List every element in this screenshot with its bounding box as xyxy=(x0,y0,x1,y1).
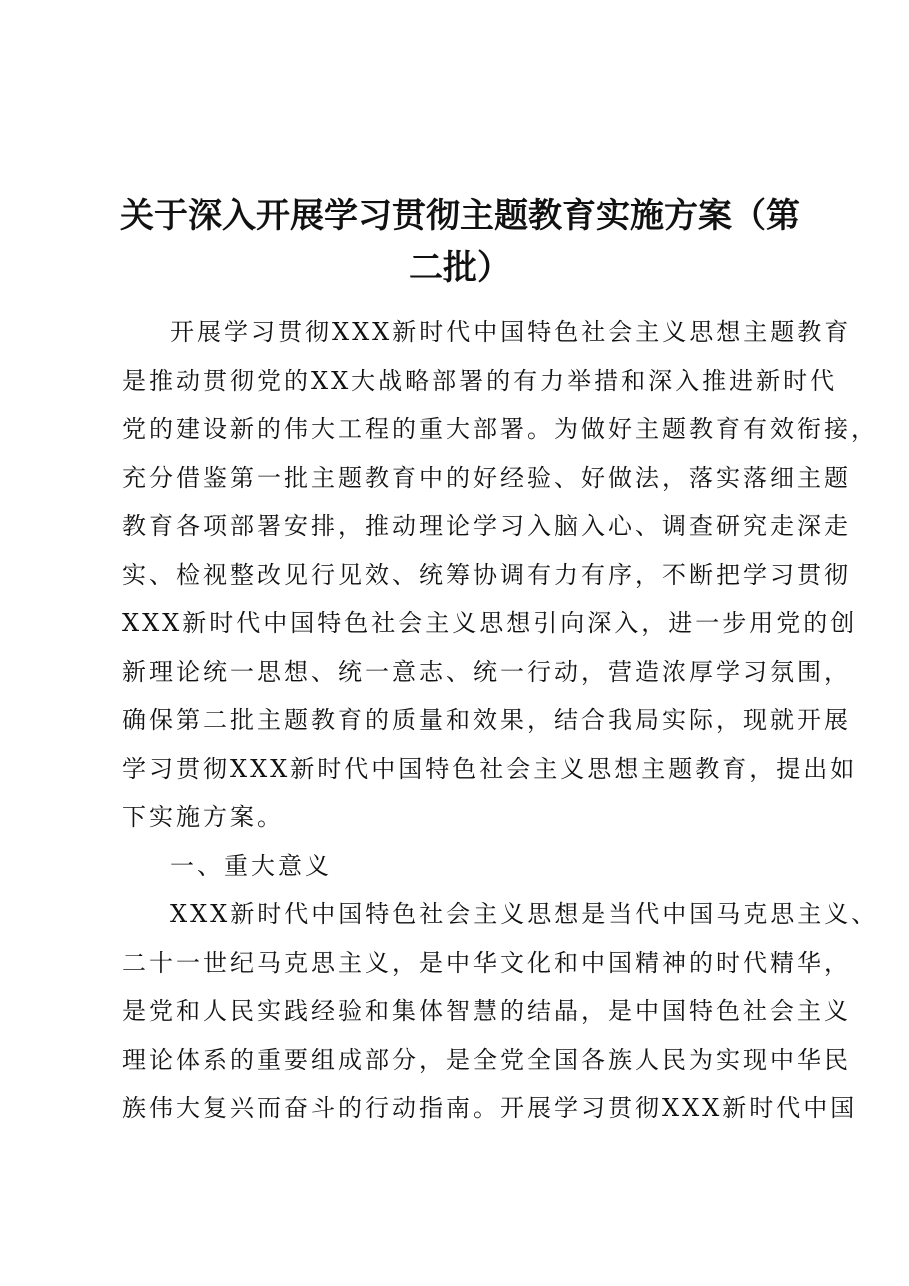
paragraph-line: 新理论统一思想、统一意志、统一行动，营造浓厚学习氛围， xyxy=(122,657,851,686)
paragraph-line: XXX新时代中国特色社会主义思想引向深入，进一步用党的创 xyxy=(122,609,858,637)
document-title xyxy=(110,190,810,294)
paragraph-line: 教育各项部署安排，推动理论学习入脑入心、调查研究走深走 xyxy=(122,512,851,540)
document-body xyxy=(122,308,879,1133)
paragraph-line: 族伟大复兴而奋斗的行动指南。开展学习贯彻XXX新时代中国 xyxy=(122,1094,858,1122)
paragraph-line: 实、检视整改见行见效、统筹协调有力有序，不断把学习贯彻 xyxy=(122,560,851,589)
paragraph-line: 学习贯彻XXX新时代中国特色社会主义思想主题教育，提出如 xyxy=(122,754,858,783)
paragraph-line: 开展学习贯彻XXX新时代中国特色社会主义思想主题教育 xyxy=(170,318,852,346)
paragraph-line: 是党和人民实践经验和集体智慧的结晶，是中国特色社会主义 xyxy=(122,997,851,1025)
section-heading: 一、重大意义 xyxy=(170,851,332,880)
paragraph-line: 党的建设新的伟大工程的重大部署。为做好主题教育有效衔接， xyxy=(122,415,878,443)
paragraph-line: 二十一世纪马克思主义，是中华文化和中国精神的时代精华， xyxy=(122,948,851,977)
title-line-2: 二批） xyxy=(409,248,511,288)
paragraph-line: 是推动贯彻党的XX大战略部署的有力举措和深入推进新时代 xyxy=(122,366,838,395)
paragraph-line: 下实施方案。 xyxy=(122,803,284,831)
paragraph-line: 确保第二批主题教育的质量和效果，结合我局实际，现就开展 xyxy=(122,706,851,734)
paragraph-line: XXX新时代中国特色社会主义思想是当代中国马克思主义、 xyxy=(170,900,879,928)
title-line-1: 关于深入开展学习贯彻主题教育实施方案（第 xyxy=(120,196,800,236)
paragraph-line: 理论体系的重要组成部分，是全党全国各族人民为实现中华民 xyxy=(122,1045,851,1074)
paragraph-line: 充分借鉴第一批主题教育中的好经验、好做法，落实落细主题 xyxy=(122,463,851,492)
